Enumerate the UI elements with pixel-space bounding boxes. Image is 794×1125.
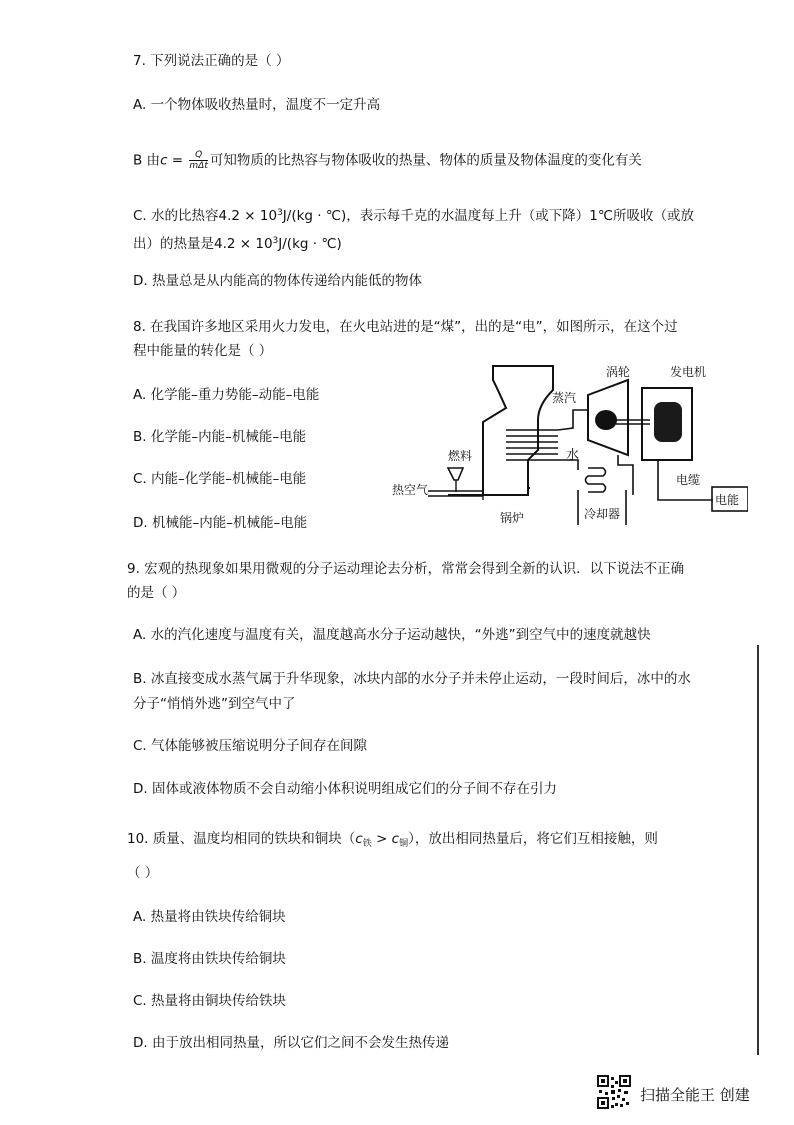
qr-code-icon [597,1075,631,1109]
q7-option-c-line1 [133,204,694,225]
q7-stem: 7. 下列说法正确的是（ ） [133,53,290,69]
scan-edge-line [757,645,759,1055]
q7-option-a: A. 一个物体吸收热量时，温度不一定升高 [133,97,381,113]
q7-b-fraction [189,150,207,171]
q7-option-d: D. 热量总是从内能高的物体传递给内能低的物体 [133,273,422,289]
q9-option-b-line2: 分子“悄悄外逃”到空气中了 [133,696,296,712]
q10-c1: c [355,831,363,847]
label-water: 水 [566,448,580,463]
label-steam: 蒸汽 [552,391,577,405]
hot-air-base [428,496,483,500]
q8-option-a: A. 化学能–重力势能–动能–电能 [133,387,320,403]
q7-b-suffix: 可知物质的比热容与物体吸收的热量、物体的质量及物体温度的变化有关 [209,152,642,169]
q9-option-a: A. 水的汽化速度与温度有关，温度越高水分子运动越快，“外逃”到空气中的速度就越快 [133,627,651,643]
q10-option-c: C. 热量将由铜块传给铁块 [133,993,287,1009]
q7-c2-suffix: J/(kg · ℃) [278,236,342,252]
q10-option-b: B. 温度将由铁块传给铜块 [133,951,286,967]
q7-b-eq: = [167,152,188,169]
q9-stem-line1: 9. 宏观的热现象如果用微观的分子运动理论去分析，常常会得到全新的认识．以下说法不正确 [127,561,685,577]
q9-option-d: D. 固体或液体物质不会自动缩小体积说明组成它们的分子间不存在引力 [133,781,557,797]
q10-option-d: D. 由于放出相同热量，所以它们之间不会发生热传递 [133,1035,449,1051]
cooler-coil [586,468,606,492]
q10-stem-prefix: 10. 质量、温度均相同的铁块和铜块（ [127,831,356,847]
turbine-shaft [616,420,650,424]
q7-c1-mid: J/(kg · ℃)，表示每千克的水温度每上升（或下降）1℃所吸收（或放 [282,208,695,224]
generator-core [654,402,682,442]
water-return-pipe [618,455,633,495]
q8-option-d: D. 机械能–内能–机械能–电能 [133,515,308,531]
q10-option-a: A. 热量将由铁块传给铜块 [133,909,286,925]
q8-stem-line2: 程中能量的转化是（ ） [133,343,273,359]
q10-sub2: 铜 [399,839,409,849]
label-hot-air: 热空气 [392,483,429,497]
q10-c2: c [391,831,400,847]
label-cooler: 冷却器 [584,507,621,521]
q7-c1-prefix: C. 水的比热容4.2 × 10 [133,208,278,224]
q7-c2-sup: 3 [272,236,279,246]
label-turbine: 涡轮 [606,365,631,379]
q7-option-c-line2 [133,232,342,253]
q10-stem [127,830,658,853]
q7-b-numerator: Q [189,150,207,161]
q7-c2-prefix: 出）的热量是4.2 × 10 [133,236,273,252]
q10-bracket: （ ） [127,865,159,881]
label-electric-energy: 电能 [715,493,740,507]
q8-option-b: B. 化学能–内能–机械能–电能 [133,429,307,445]
q10-sub1: 铁 [362,839,372,849]
q7-c1-sup: 3 [277,208,283,218]
q10-stem-suffix: ），放出相同热量后，将它们互相接触，则 [408,831,658,847]
q7-b-denominator: mΔt [189,161,208,171]
q9-stem-line2: 的是（ ） [127,585,186,601]
power-plant-diagram [388,360,748,535]
q8-stem-line1: 8. 在我国许多地区采用火力发电，在火电站进的是“煤”，出的是“电”，如图所示，在这个过 [133,319,678,335]
label-cable: 电缆 [676,473,701,487]
q9-option-b-line1: B. 冰直接变成水蒸气属于升华现象，冰块内部的水分子并未停止运动，一段时间后，冰中的水 [133,671,691,687]
label-fuel: 燃料 [448,449,473,463]
q7-b-var: c [160,152,168,169]
brand-label: 扫描全能王 创建 [640,1086,750,1104]
fuel-hopper [448,468,463,480]
turbine-rotor [595,410,617,430]
q7-option-b [133,150,642,171]
q7-b-prefix: B 由 [133,152,161,169]
steam-pipe [558,410,588,430]
q9-option-c: C. 气体能够被压缩说明分子间存在间隙 [133,738,368,754]
q10-gt: > [371,831,392,847]
label-generator: 发电机 [670,365,707,379]
label-boiler: 锅炉 [500,511,525,525]
q8-option-c: C. 内能–化学能–机械能–电能 [133,471,307,487]
